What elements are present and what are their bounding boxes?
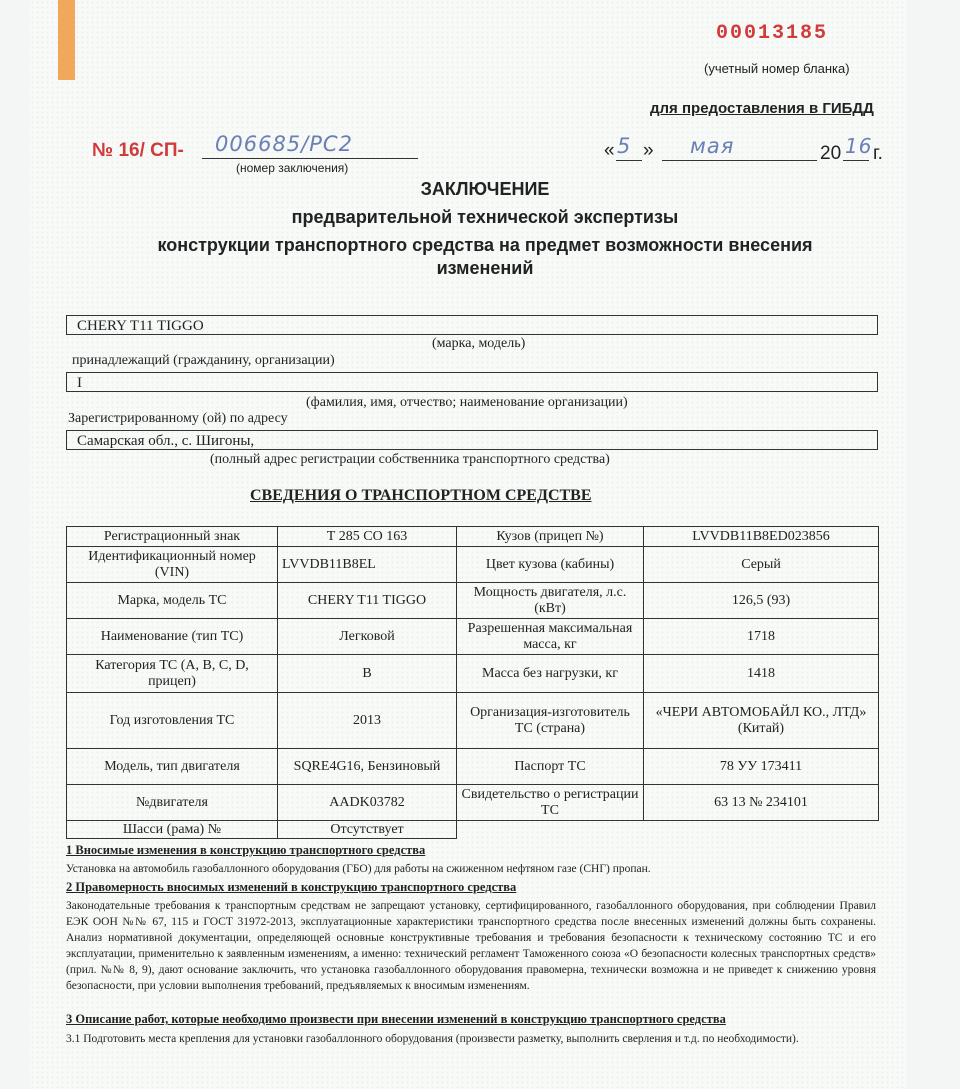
table-label: Организация-изготовитель ТС (страна): [457, 693, 644, 749]
owner-label: принадлежащий (гражданину, организации): [72, 353, 335, 368]
address-caption: (полный адрес регистрации собственника транспортного средства): [210, 452, 610, 467]
table-row: [67, 527, 879, 547]
table-row: [67, 619, 879, 655]
doc-subtitle-1: предварительной технической экспертизы: [291, 207, 679, 227]
table-label: Наименование (тип ТС): [67, 619, 278, 655]
conclusion-number: 006685/PC2: [215, 132, 353, 156]
table-label: Масса без нагрузки, кг: [457, 655, 644, 693]
table-row: [67, 583, 879, 619]
section-1-text: Установка на автомобиль газобаллонного оборудования (ГБО) для работы на сжиженном нефтяном газе (СНГ) пропан.: [66, 863, 651, 875]
table-value: Серый: [644, 547, 879, 583]
make-model-caption: (марка, модель): [432, 336, 526, 351]
table-row: [67, 785, 879, 821]
table-value: 2013: [278, 693, 457, 749]
table-value: «ЧЕРИ АВТОМОБАЙЛ КО., ЛТД» (Китай): [644, 693, 879, 749]
table-value: 63 13 № 234101: [644, 785, 879, 821]
section-1-title: 1 Вносимые изменения в конструкцию транспортного средства: [66, 843, 426, 857]
address-label: Зарегистрированному (ой) по адресу: [68, 411, 288, 426]
address-field: Самарская обл., с. Шигоны,: [66, 430, 878, 450]
owner-caption: (фамилия, имя, отчество; наименование организации): [306, 395, 628, 410]
table-label: Кузов (прицеп №): [457, 527, 644, 547]
serial-caption: (учетный номер бланка): [704, 61, 850, 76]
table-value: LVVDB11B8ED023856: [644, 527, 879, 547]
table-value: B: [278, 655, 457, 693]
table-label: Идентификационный номер (VIN): [67, 547, 278, 583]
table-value: Т 285 СО 163: [278, 527, 457, 547]
doc-title: ЗАКЛЮЧЕНИЕ: [420, 179, 550, 199]
doc-subtitle-2: конструкции транспортного средства на предмет возможности внесения: [157, 235, 813, 255]
vehicle-info-table: [66, 526, 879, 839]
conclusion-caption: (номер заключения): [236, 161, 349, 175]
year-suffix: 16: [845, 134, 873, 158]
date-quote-open: «: [604, 140, 615, 161]
table-label: №двигателя: [67, 785, 278, 821]
table-label: Модель, тип двигателя: [67, 749, 278, 785]
table-row: [67, 547, 879, 583]
section-3-text: 3.1 Подготовить места крепления для установки газобаллонного оборудования (произвести разметку, выполнить сверления и т.д. по необходимости).: [66, 1033, 799, 1045]
orange-stripe: [58, 0, 75, 80]
serial-number: 00013185: [716, 22, 829, 45]
year-unit: г.: [873, 143, 883, 164]
table-label: Разрешенная максимальная масса, кг: [457, 619, 644, 655]
purpose-label: для предоставления в ГИБДД: [650, 100, 874, 117]
date-quote-close: »: [643, 140, 654, 161]
table-value: 126,5 (93): [644, 583, 879, 619]
table-value: LVVDB11B8EL: [278, 547, 457, 583]
table-row: [67, 655, 879, 693]
month-line: [662, 140, 817, 161]
make-model-field: CHERY T11 TIGGO: [66, 315, 878, 335]
vehicle-section-title: СВЕДЕНИЯ О ТРАНСПОРТНОМ СРЕДСТВЕ: [250, 487, 592, 504]
table-row: [67, 821, 879, 839]
table-label: Категория ТС (A, B, C, D, прицеп): [67, 655, 278, 693]
table-label: Шасси (рама) №: [67, 821, 278, 839]
table-label: Марка, модель ТС: [67, 583, 278, 619]
table-value: 1418: [644, 655, 879, 693]
table-row: [67, 693, 879, 749]
section-2-text: Законодательные требования к транспортным средствам не запрещают установку, сертифицированного, газобаллонного оборудования, при соблюдении Правил ЕЭК ООН №№ 67, 115 и ГОСТ 31972-2013, эксплуатационные характеристики транспортного средства после внесенных изменений должны быть сохранены. Анализ нормативной документации, определяющей основные конструктивные требования и требования безопасности к техническому состоянию ТС и его эксплуатации, применительно к заявленным изменениям, а именно: технический регламент Таможенного союза «О безопасности колесных транспортных средств» (прил. №№ 8, 9), дают основание заключить, что установка газобаллонного оборудования правомерна, технически возможна и не приведет к снижению уровня безопасности, при условии выполнения требований, предъявляемых к вносимым изменениям.: [66, 900, 876, 992]
section-3-title: 3 Описание работ, которые необходимо произвести при внесении изменений в конструкцию транспортного средства: [66, 1012, 726, 1026]
table-value: 78 УУ 173411: [644, 749, 879, 785]
table-label: Регистрационный знак: [67, 527, 278, 547]
table-value: CHERY T11 TIGGO: [278, 583, 457, 619]
table-value: AADK03782: [278, 785, 457, 821]
owner-field: I: [66, 372, 878, 392]
date-day: 5: [617, 134, 632, 158]
table-value: 1718: [644, 619, 879, 655]
date-month: мая: [690, 134, 735, 158]
doc-subtitle-3: изменений: [436, 258, 534, 278]
table-value: SQRE4G16, Бензиновый: [278, 749, 457, 785]
table-label: Год изготовления ТС: [67, 693, 278, 749]
table-label: Мощность двигателя, л.с. (кВт): [457, 583, 644, 619]
conclusion-prefix: № 16/ СП-: [92, 140, 184, 161]
table-label: Цвет кузова (кабины): [457, 547, 644, 583]
table-row: [67, 749, 879, 785]
table-label: Паспорт ТС: [457, 749, 644, 785]
year-prefix: 20: [820, 143, 842, 164]
table-label: Свидетельство о регистрации ТС: [457, 785, 644, 821]
table-value: Отсутствует: [278, 821, 457, 839]
table-value: Легковой: [278, 619, 457, 655]
section-2-title: 2 Правомерность вносимых изменений в конструкцию транспортного средства: [66, 880, 517, 894]
